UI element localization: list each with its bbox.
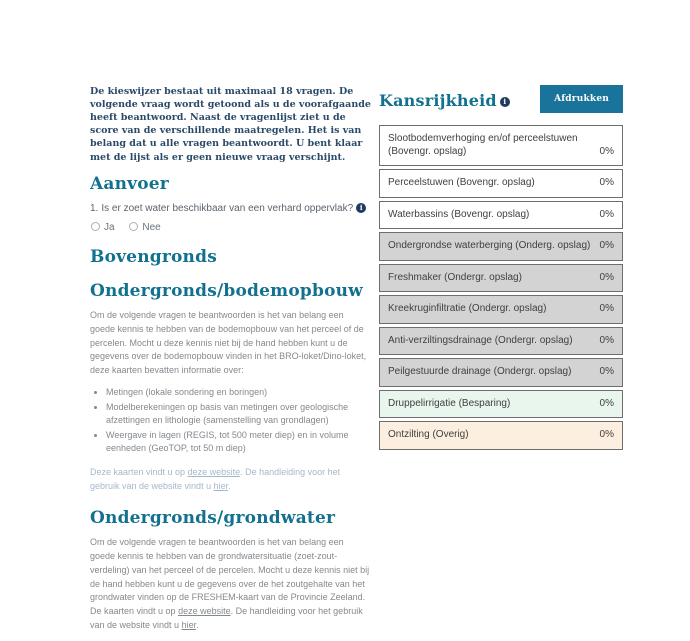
measure-label: Peilgestuurde drainage (Ondergr. opslag) [388, 366, 572, 377]
note-text: . De handleiding voor het gebruik van de website vindt u [90, 466, 341, 491]
link-deze-website[interactable]: deze website [178, 606, 231, 617]
radio-icon[interactable] [129, 222, 138, 231]
measure-label: Kreekruginfiltratie (Ondergr. opslag) [388, 303, 547, 314]
bodemopbouw-bullet-list [90, 386, 371, 456]
measure-value: 0% [599, 366, 614, 377]
measure-label: Druppelirrigatie (Besparing) [388, 397, 511, 409]
radio-icon[interactable] [91, 222, 100, 231]
measure-row [379, 201, 623, 230]
section-title-bodemopbouw: Ondergronds/bodemopbouw [90, 280, 363, 301]
measure-row [379, 421, 623, 450]
measure-label: Anti-verziltingsdrainage (Ondergr. opslag) [388, 334, 573, 346]
page-content [90, 85, 623, 641]
measure-value: 0% [599, 334, 614, 346]
measure-value: 0% [599, 303, 614, 314]
link-hier[interactable]: hier [213, 480, 229, 491]
question-number: 1. [90, 202, 99, 214]
measure-value: 0% [599, 397, 614, 409]
kansrijkheid-title-text: Kansrijkheid [379, 91, 497, 110]
bullet-item: • Weergave in lagen (REGIS, tot 500 meter diep) en in volume eenheden (GeoTOP, tot 50 m diep) [106, 429, 371, 456]
radio-option-nee[interactable] [129, 222, 160, 233]
bullet-item: • Metingen (lokale sondering en boringen) [106, 386, 371, 400]
section-title-grondwater: Ondergronds/grondwater [90, 507, 336, 528]
info-icon[interactable]: i [500, 97, 510, 107]
link-deze-website[interactable]: deze website [187, 466, 241, 477]
radio-label-ja[interactable]: Ja [104, 221, 115, 233]
kansrijkheid-header [379, 85, 623, 113]
paragraph-text: Om de volgende vragen te beantwoorden is het van belang een goede kennis te hebben van de grondwatersituatie (zoet-zout-verdeling) van het perceel of de percelen. Mocht u deze kennis niet bij de hand hebben kunt u de gegevens over de het zoutgehalte van het grondwater vinden op de FRESHEM-kaart van de Provincie Zeeland. De kaarten vindt u op [90, 536, 370, 617]
measure-value: 0% [599, 240, 614, 251]
question-label: Is er zoet water beschikbaar van een verhard oppervlak? [101, 202, 354, 214]
note-text: Deze kaarten vindt u op [90, 466, 188, 477]
measure-row [379, 390, 623, 419]
measure-label: Perceelstuwen (Bovengr. opslag) [388, 177, 535, 188]
section-title-bovengronds: Bovengronds [90, 246, 217, 267]
print-button[interactable]: Afdrukken [540, 85, 623, 113]
measure-label: Slootbodemverhoging en/of perceelstuwen (Bovengr. opslag) [388, 133, 578, 157]
measure-row [379, 295, 623, 324]
measure-row [379, 327, 623, 356]
question-1 [90, 202, 371, 216]
note-text: . [228, 480, 231, 491]
info-icon[interactable]: i [356, 203, 366, 213]
question-1-options [91, 222, 371, 233]
measure-value: 0% [599, 271, 614, 283]
kansrijkheid-title [379, 91, 510, 110]
measure-value: 0% [599, 429, 614, 440]
bodemopbouw-note [90, 466, 371, 494]
bodemopbouw-paragraph: Om de volgende vragen te beantwoorden is het van belang een goede kennis te hebben van de bodemopbouw van het perceel of de percelen. Mocht u deze kennis niet bij de hand hebben kunt u de gegevens over de bodemopbouw vinden in het BRO-loket/Dino-loket, deze kaarten bevatten informatie over: [90, 309, 367, 376]
measure-label: Ondergrondse waterberging (Onderg. opslag) [388, 240, 591, 251]
measure-list [379, 125, 623, 450]
measure-value: 0% [599, 208, 614, 220]
radio-label-nee[interactable]: Nee [142, 221, 161, 233]
intro-paragraph: De kieswijzer bestaat uit maximaal 18 vragen. De volgende vraag wordt getoond als u de voorafgaande heeft beantwoord. Naast de vragenlijst ziet u de score van de verschillende maatregelen. Het is van belang dat u alle vragen beantwoordt. U bent klaar met de lijst als er geen nieuwe vraag verschijnt. [90, 86, 371, 163]
bullet-item: • Modelberekeningen op basis van metingen over geologische afzettingen en lithologie (samenstelling van grondlagen) [106, 401, 371, 428]
link-hier[interactable]: hier [181, 620, 197, 631]
measure-value: 0% [599, 177, 614, 188]
measure-value: 0% [599, 145, 614, 157]
measure-row [379, 264, 623, 293]
measure-row [379, 358, 623, 387]
paragraph-text: . [196, 620, 199, 631]
measure-row [379, 125, 623, 166]
section-title-aanvoer: Aanvoer [90, 173, 169, 194]
measure-row [379, 169, 623, 198]
kansrijkheid-panel [379, 85, 623, 641]
grondwater-paragraph [90, 536, 371, 634]
paragraph-text: . De handleiding voor het gebruik van de website vindt u [90, 606, 363, 631]
measure-label: Freshmaker (Ondergr. opslag) [388, 271, 522, 283]
measure-label: Ontzilting (Overig) [388, 429, 469, 440]
questionnaire-column [90, 85, 371, 641]
measure-label: Waterbassins (Bovengr. opslag) [388, 208, 530, 220]
measure-row [379, 232, 623, 261]
radio-option-ja[interactable] [91, 222, 115, 233]
